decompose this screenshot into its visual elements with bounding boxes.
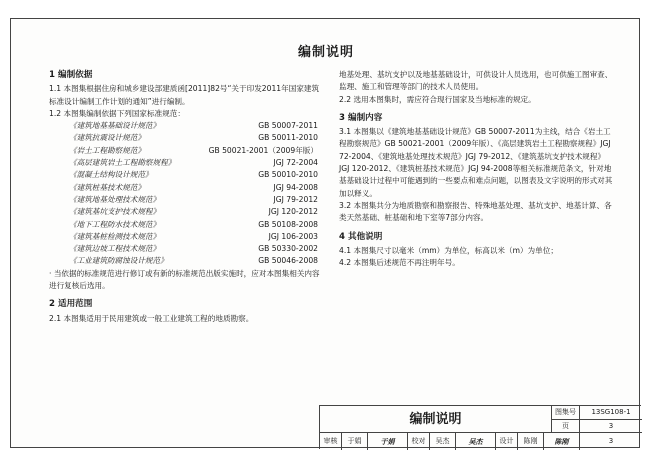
section-1-heading: 1 编制依据 — [49, 70, 93, 80]
para-1-1: 1.1 本图集根据住房和城乡建设部建质函[2011]82号“关于印发2011年国家建筑标准设计编制工作计划的通知”进行编制。 — [49, 84, 320, 106]
atlas-no-label: 图集号 — [552, 406, 580, 420]
title-block-title: 编制说明 — [320, 406, 552, 433]
standard-item: 《地下工程防水技术规范》 GB 50108-2008 — [69, 219, 318, 229]
check-signature: 吴杰 — [456, 433, 496, 450]
standard-item: 《建筑基桩检测技术规范》 JGJ 106-2003 — [69, 231, 318, 241]
para-2-1-continued: 地基处理、基坑支护以及地基基础设计，可供设计人员选用，也可供施工图审查、监理、施工和管理等部门的技术人员使用。 — [339, 70, 613, 92]
para-2-1: 2.1 本图集适用于民用建筑或一般工业建筑工程的地质勘察。 — [49, 313, 254, 323]
design-name: 陈刚 — [518, 433, 544, 450]
right-column — [339, 69, 615, 269]
left-column — [49, 69, 324, 325]
para-4-2: 4.2 本图集后述规范不再注明年号。 — [339, 258, 460, 268]
para-4-1: 4.1 本图集尺寸以毫米（mm）为单位，标高以米（m）为单位； — [339, 245, 558, 255]
para-2-2: 2.2 选用本图集时，需应符合现行国家及当地标准的规定。 — [339, 94, 536, 104]
standard-item: 《建筑地基处理技术规范》 JGJ 79-2012 — [69, 194, 318, 204]
standard-item: 《混凝土结构设计规范》 GB 50010-2010 — [69, 170, 318, 180]
section-3-heading: 3 编制内容 — [339, 112, 383, 123]
drawing-sheet — [10, 18, 640, 448]
page-number: 3 — [580, 420, 642, 434]
check-name: 吴杰 — [430, 433, 456, 450]
para-1-2: 1.2 本图集编制依据下列国家标准规范： — [49, 108, 185, 118]
standard-item: 《建筑桩基技术规范》 JGJ 94-2008 — [69, 182, 318, 192]
page-number-footer: 3 — [608, 437, 614, 445]
check-label: 校对 — [408, 433, 430, 450]
page-label: 页 — [552, 420, 580, 434]
section-4-heading: 4 其他说明 — [339, 231, 383, 242]
para-3-1: 3.1 本图集以《建筑地基基础设计规范》GB 50007-2011为主线，结合《岩土工程勘察规范》GB 50021-2001（2009年版）、《高层建筑岩土工程勘察规程》JGJ 72-2004、《建筑地基处理技术规范》JGJ 79-2012、《建筑基坑支护技术规程》JGJ 120-2012、《建筑桩基技术规范》JGJ 94-2008等相关标准规范条文，针对地基基础设计过程中可能遇到的一些要点和难点问题，以图表及文字说明的形式对其加以释义。 — [339, 127, 613, 198]
standard-item: 《岩土工程勘察规范》 GB 50021-2001（2009年版） — [69, 145, 318, 155]
design-label: 设计 — [496, 433, 518, 450]
title-block — [319, 405, 641, 449]
review-signature: 于娟 — [368, 433, 408, 450]
standard-item: 《工业建筑防腐蚀设计规范》 GB 50046-2008 — [69, 256, 318, 266]
standard-item: 《建筑边坡工程技术规范》 GB 50330-2002 — [69, 244, 318, 254]
revision-note: · 当依据的标准规范进行修订或有新的标准规范出版实施时，应对本图集相关内容进行复核后选用。 — [49, 268, 320, 291]
page-title: 编制说明 — [297, 45, 354, 60]
review-label: 审核 — [320, 433, 342, 450]
section-2-heading: 2 适用范围 — [49, 299, 93, 310]
standard-item: 《建筑地基基础设计规范》 GB 50007-2011 — [69, 121, 318, 131]
atlas-no: 13SG108-1 — [580, 406, 642, 420]
para-3-2: 3.2 本图集共分为地质勘察和勘察报告、特殊地基处理、基坑支护、地基计算、各类天然基础、桩基础和地下室等7部分内容。 — [339, 200, 612, 223]
standard-item: 《高层建筑岩土工程勘察规程》 JGJ 72-2004 — [69, 158, 318, 168]
standard-item: 《建筑基坑支护技术规程》 JGJ 120-2012 — [69, 207, 318, 217]
review-name: 于娟 — [342, 433, 368, 450]
standards-list — [49, 120, 324, 268]
standard-item: 《建筑抗震设计规范》 GB 50011-2010 — [69, 133, 318, 143]
design-signature: 陈刚 — [544, 433, 580, 450]
